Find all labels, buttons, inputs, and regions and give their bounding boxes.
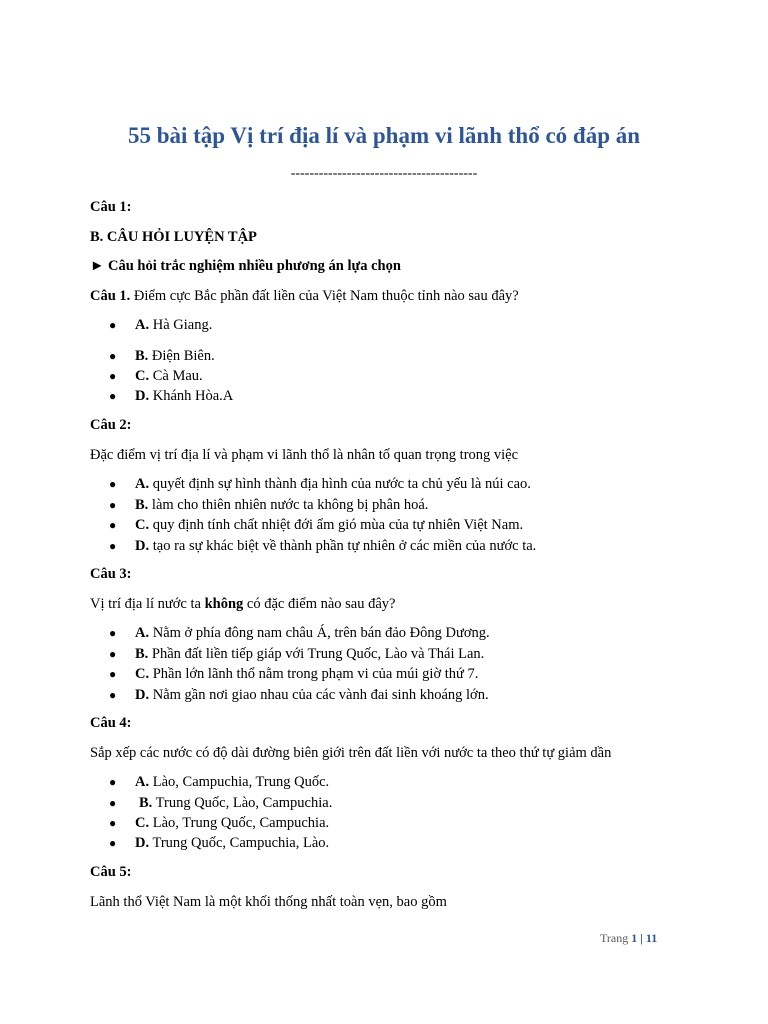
- question-2-heading: Câu 2:: [90, 417, 132, 433]
- option-letter: C.: [135, 368, 150, 384]
- option-letter: B.: [135, 348, 149, 364]
- option-text: Trung Quốc, Campuchia, Lào.: [149, 835, 330, 851]
- bullet-icon: ●: [109, 688, 117, 702]
- bullet-icon: ●: [109, 349, 117, 363]
- total-pages: 11: [645, 931, 658, 945]
- page-label: Trang: [600, 931, 632, 945]
- bullet-icon: ●: [109, 647, 117, 661]
- bullet-icon: ●: [109, 318, 117, 332]
- option-letter: D.: [135, 687, 150, 703]
- option-text: quyết định sự hình thành địa hình của nước ta chủ yếu là núi cao.: [149, 476, 531, 492]
- question-3-heading: Câu 3:: [90, 566, 132, 582]
- divider-line: ----------------------------------------: [290, 166, 478, 181]
- option-letter: A.: [135, 625, 150, 641]
- question-4-prompt: Sắp xếp các nước có độ dài đường biên giới trên đất liền với nước ta theo thứ tự giảm dần: [90, 745, 612, 761]
- page-number: [600, 931, 657, 946]
- option-text: Điện Biên.: [148, 348, 215, 364]
- prompt-emphasis: không: [204, 596, 244, 612]
- option-text: Nằm gần nơi giao nhau của các vành đai sinh khoáng lớn.: [149, 687, 489, 703]
- question-1-heading: Câu 1:: [90, 199, 132, 215]
- option-letter: C.: [135, 666, 150, 682]
- option-text: Lào, Trung Quốc, Campuchia.: [149, 815, 330, 831]
- option-text: quy định tính chất nhiệt đới ẩm gió mùa của tự nhiên Việt Nam.: [149, 517, 524, 533]
- option-letter: D.: [135, 538, 150, 554]
- question-3-prompt: [90, 595, 395, 613]
- prompt-text: có đặc điểm nào sau đây?: [243, 596, 396, 612]
- bullet-icon: ●: [109, 477, 117, 491]
- question-2-prompt: Đặc điểm vị trí địa lí và phạm vi lãnh thổ là nhân tố quan trọng trong việc: [90, 447, 519, 463]
- option-text: Lào, Campuchia, Trung Quốc.: [149, 774, 330, 790]
- option-letter: A.: [135, 476, 150, 492]
- current-page: 1: [631, 931, 638, 945]
- bullet-icon: ●: [109, 498, 117, 512]
- question-1-prompt: Điểm cực Bắc phần đất liền của Việt Nam thuộc tỉnh nào sau đây?: [130, 288, 519, 304]
- question-5-heading: Câu 5:: [90, 864, 132, 880]
- option-letter: C.: [135, 517, 150, 533]
- bullet-icon: ●: [109, 775, 117, 789]
- option-text: Nằm ở phía đông nam châu Á, trên bán đảo Đông Dương.: [149, 625, 490, 641]
- bullet-icon: ●: [109, 796, 117, 810]
- subsection-heading: ► Câu hỏi trắc nghiệm nhiều phương án lựa chọn: [90, 258, 401, 274]
- question-4-heading: Câu 4:: [90, 715, 132, 731]
- option-letter: B.: [135, 497, 149, 513]
- question-5-prompt: Lãnh thổ Việt Nam là một khối thống nhất toàn vẹn, bao gồm: [90, 894, 447, 910]
- option-text: Trung Quốc, Lào, Campuchia.: [152, 795, 333, 811]
- page-separator: |: [637, 931, 646, 945]
- option-text: Phần đất liền tiếp giáp với Trung Quốc, Lào và Thái Lan.: [148, 646, 485, 662]
- prompt-text: Vị trí địa lí nước ta: [90, 596, 205, 612]
- question-1-text: [90, 287, 519, 305]
- bullet-icon: ●: [109, 389, 117, 403]
- option-letter: A.: [135, 774, 150, 790]
- option-text: Phần lớn lãnh thổ nằm trong phạm vi của múi giờ thứ 7.: [149, 666, 479, 682]
- option-text: Hà Giang.: [149, 317, 213, 333]
- bullet-icon: ●: [109, 369, 117, 383]
- option-letter: B.: [135, 646, 149, 662]
- option-text: tạo ra sự khác biệt về thành phần tự nhiên ở các miền của nước ta.: [149, 538, 537, 554]
- option-letter: B.: [139, 795, 153, 811]
- option-text: làm cho thiên nhiên nước ta không bị phân hoá.: [148, 497, 429, 513]
- bullet-icon: ●: [109, 539, 117, 553]
- option-text: Cà Mau.: [149, 368, 203, 384]
- option-text: Khánh Hòa.A: [149, 388, 234, 404]
- option-letter: A.: [135, 317, 150, 333]
- section-heading: B. CÂU HỎI LUYỆN TẬP: [90, 229, 257, 245]
- question-1-label: Câu 1.: [90, 288, 131, 304]
- bullet-icon: ●: [109, 626, 117, 640]
- option-letter: D.: [135, 835, 150, 851]
- bullet-icon: ●: [109, 836, 117, 850]
- page-title: 55 bài tập Vị trí địa lí và phạm vi lãnh thổ có đáp án: [127, 123, 641, 148]
- bullet-icon: ●: [109, 667, 117, 681]
- bullet-icon: ●: [109, 518, 117, 532]
- bullet-icon: ●: [109, 816, 117, 830]
- option-letter: D.: [135, 388, 150, 404]
- option-letter: C.: [135, 815, 150, 831]
